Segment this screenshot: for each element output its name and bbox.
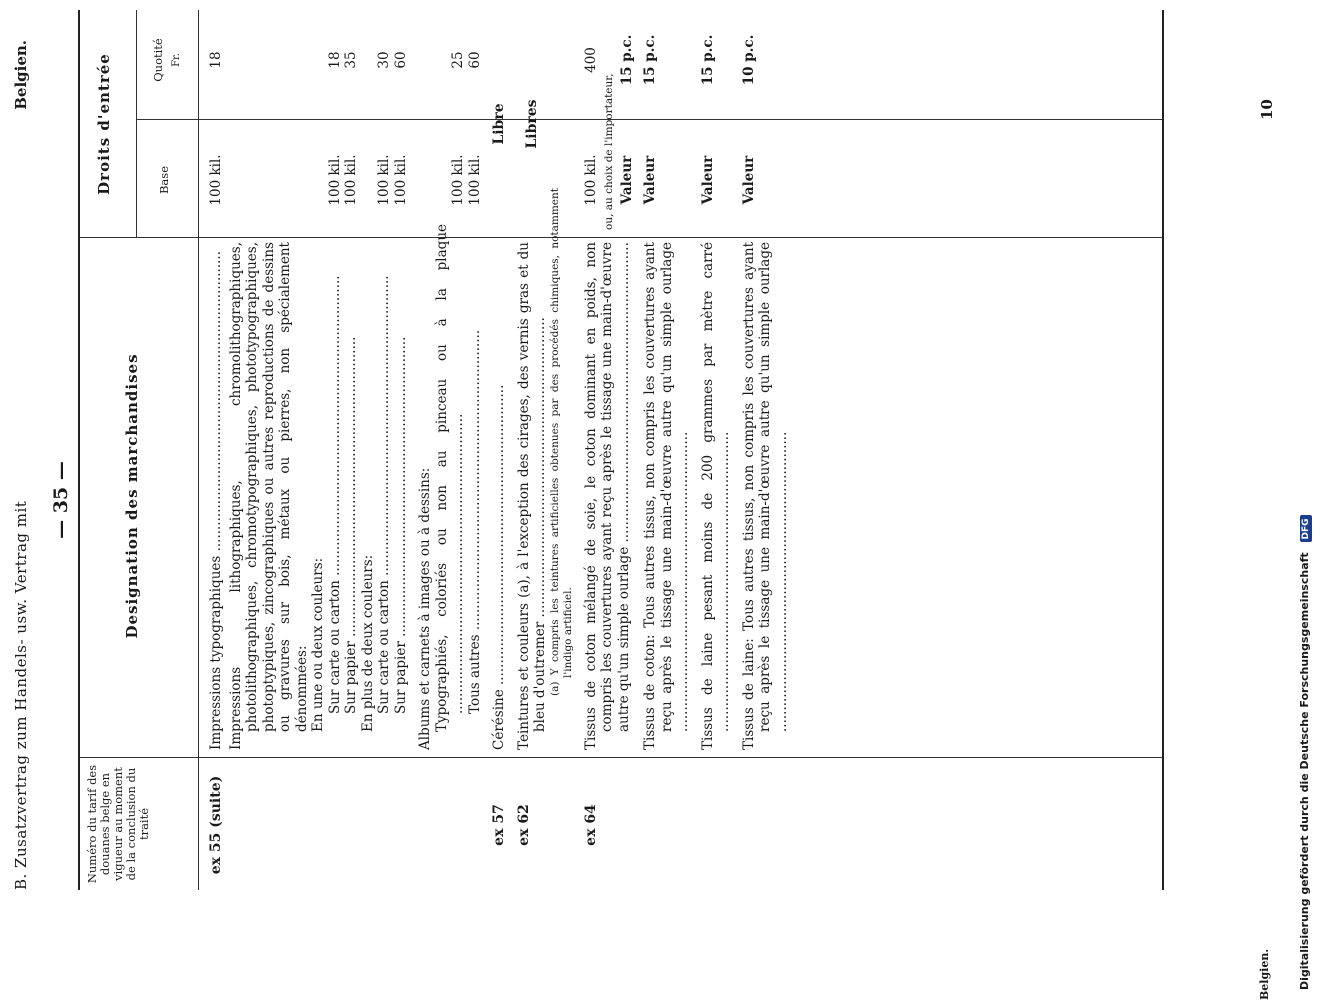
header-rule-duties — [136, 10, 137, 238]
table-row — [741, 10, 791, 890]
item-designation: Tissus de coton mélangé de soie, le coton dominant en poids, non compris les couvertures ayant reçu après le tissage une main-d'œuvre autre qu'un simple ourlage ..... — [583, 242, 633, 750]
duty-base: Valeur — [642, 155, 658, 205]
table-body — [204, 10, 790, 890]
duty-free-label: Libre — [491, 103, 507, 145]
duty-rate: 30 — [376, 51, 392, 69]
duty-rate: 15 p.c. — [642, 34, 658, 86]
duty-free-label: Libres — [523, 99, 540, 149]
table-row — [228, 10, 311, 890]
duty-rate: 15 p.c. — [699, 34, 716, 86]
tariff-number: ex 55 (suite) — [208, 775, 224, 875]
duty-base: 100 kil. — [466, 154, 483, 206]
item-designation: Cérésine ..... — [491, 242, 508, 750]
duty-rate-alt: 15 p.c. — [618, 34, 635, 86]
duty-base: 100 kil. — [376, 154, 392, 206]
table-row — [642, 10, 692, 890]
duty-base: 100 kil. — [343, 154, 359, 206]
duty-base-alt: Valeur — [618, 155, 635, 205]
table-row — [310, 10, 327, 890]
item-designation: Tissus de laine: Tous autres tissus, non compris les couvertures ayant reçu après le tissage une main-d'œuvre autre qu'un simple ourlage ..... — [741, 242, 791, 750]
duty-rate: 60 — [392, 51, 409, 69]
item-designation: Typographiés, coloriés ou non au pinceau ou à la plaque ..... — [434, 224, 467, 732]
tariff-number: ex 64 — [582, 804, 599, 846]
duty-rate: 35 — [343, 51, 359, 69]
table-row — [583, 10, 633, 890]
table-row — [393, 10, 410, 890]
item-designation: En une ou deux couleurs: — [310, 557, 326, 732]
duty-base: 100 kil. — [582, 154, 599, 206]
item-designation: Tissus de laine pesant moins de 200 grammes par mètre carré ..... — [700, 242, 733, 750]
item-designation: Sur carte ou carton ..... — [376, 206, 393, 714]
table-row-footnote — [549, 10, 575, 890]
item-designation: Sur papier ..... — [393, 206, 410, 714]
duty-base: Valeur — [740, 155, 757, 205]
table-row — [700, 10, 733, 890]
duty-rate: 18 — [208, 51, 224, 69]
table-row — [491, 10, 508, 890]
column-header-number: Numéro du tarif des douanes belge en vigueur au moment de la conclusion du traité — [85, 764, 151, 884]
item-designation: Tous autres ..... — [467, 206, 484, 714]
column-header-designation: Designation des marchandises — [123, 353, 141, 639]
duty-rate: 25 — [450, 51, 466, 69]
duty-base: 100 kil. — [326, 154, 343, 206]
column-header-duties: Droits d'entrée — [95, 53, 113, 195]
tariff-table — [78, 10, 1164, 890]
table-row — [376, 10, 393, 890]
item-designation: Impressions typographiques ..... — [208, 242, 225, 750]
running-head-title: B. Zusatzvertrag zum Handels- usw. Vertrag mit — [12, 500, 30, 890]
digitization-text: Digitalisierung gefördert durch die Deutsche Forschungsgemeinschaft — [1298, 552, 1311, 990]
digitization-note — [1298, 10, 1312, 990]
footer-signature-mark: 10 — [1258, 99, 1276, 120]
item-footnote: (a) Y compris les teintures artificielles obtenues par des procédés chimiques, notamment l'indigo artificiel. — [548, 188, 574, 696]
duty-base: 100 kil. — [450, 154, 466, 206]
tariff-number: ex 62 — [515, 804, 532, 846]
duty-rate: 400 — [582, 47, 599, 73]
table-row — [417, 10, 434, 890]
table-row — [434, 10, 467, 890]
tariff-number: ex 57 — [491, 804, 507, 846]
duty-choice-note: ou, au choix de l'importateur, — [602, 73, 615, 230]
table-row — [327, 10, 344, 890]
page-number: — 35 — — [50, 461, 72, 539]
column-header-quotite: Quotité — [151, 38, 165, 82]
duty-rate: 10 p.c. — [740, 34, 757, 86]
running-head-country: Belgien. — [12, 40, 30, 110]
duty-base: Valeur — [699, 155, 716, 205]
item-designation: Albums et carnets à images ou à dessins: — [417, 467, 433, 750]
item-designation: Teintures et couleurs (a), à l'exception des cirages, des vernis gras et du bleu d'outremer ..... — [516, 242, 549, 750]
item-designation: Impressions lithographiques, chromolithographiques, photolithographiques, chromotypographiques, phototypographiques, photoptypiques, zincographiques ou autres reproductions de dessins ou gravures sur bois, métaux ou pierres, non spécialement dénommées: — [227, 242, 310, 750]
header-rule-bottom — [198, 10, 199, 890]
item-designation: Sur papier ..... — [343, 206, 360, 714]
footer-country: Belgien. — [1258, 948, 1271, 1000]
table-row — [360, 10, 377, 890]
duty-rate: 60 — [466, 51, 483, 69]
table-row — [343, 10, 360, 890]
duty-base: 100 kil. — [208, 154, 224, 206]
table-row — [467, 10, 484, 890]
column-header-quotite-unit: Fr. — [171, 53, 182, 67]
item-designation: Sur carte ou carton ..... — [327, 206, 344, 714]
duty-base: 100 kil. — [392, 154, 409, 206]
table-row — [516, 10, 549, 890]
item-designation: Tissus de coton: Tous autres tissus, non compris les couvertures ayant reçu après le tissage une main-d'œuvre autre qu'un simple ourlage ..... — [642, 242, 692, 750]
item-designation: En plus de deux couleurs: — [359, 554, 376, 732]
duty-rate: 18 — [326, 51, 343, 69]
column-header-base: Base — [157, 166, 171, 195]
table-row — [208, 10, 225, 890]
dfg-logo: DFG — [1300, 515, 1312, 542]
